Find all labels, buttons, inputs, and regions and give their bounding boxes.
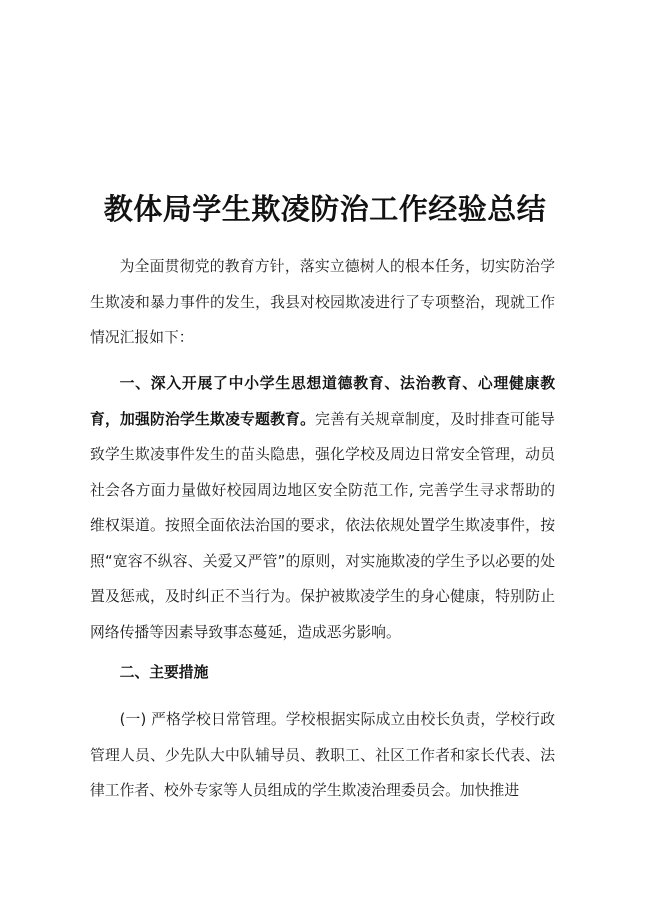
section-2-heading: 二、主要措施 bbox=[119, 664, 209, 681]
section-1-heading: 一、深入开展了中小学生思想道德教育、法治教育、心理健康教育，加强防治学生欺凌专题教育。 bbox=[90, 375, 555, 428]
section-2-item-1: (一) 严格学校日常管理。学校根据实际成立由校长负责，学校行政管理人员、少先队大中队辅导员、教职工、社区工作者和家长代表、法律工作者、校外专家等人员组成的学生欺凌治理委员会。加快推进 bbox=[90, 711, 555, 799]
intro-paragraph: 为全面贯彻党的教育方针，落实立德树人的根本任务，切实防治学生欺凌和暴力事件的发生，我县对校园欺凌进行了专项整治，现就工作情况汇报如下： bbox=[90, 258, 555, 346]
section-1-paragraph bbox=[90, 366, 555, 650]
section-1-body: 完善有关规章制度，及时排查可能导致学生欺凌事件发生的苗头隐患，强化学校及周边日常安全管理，动员社会各方面力量做好校园周边地区安全防范工作, 完善学生寻求帮助的维权渠道。按照全面依法治国的要求，依法依规处置学生欺凌事件，按照“宽容不纵容、关爱又严管”的原则，对实施欺凌的学生予以必要的处置及惩戒，及时纠正不当行为。保护被欺凌学生的身心健康，特别防止网络传播等因素导致事态蔓延，造成恶劣影响。 bbox=[90, 410, 555, 641]
document-title: 教体局学生欺凌防治工作经验总结 bbox=[103, 192, 547, 226]
